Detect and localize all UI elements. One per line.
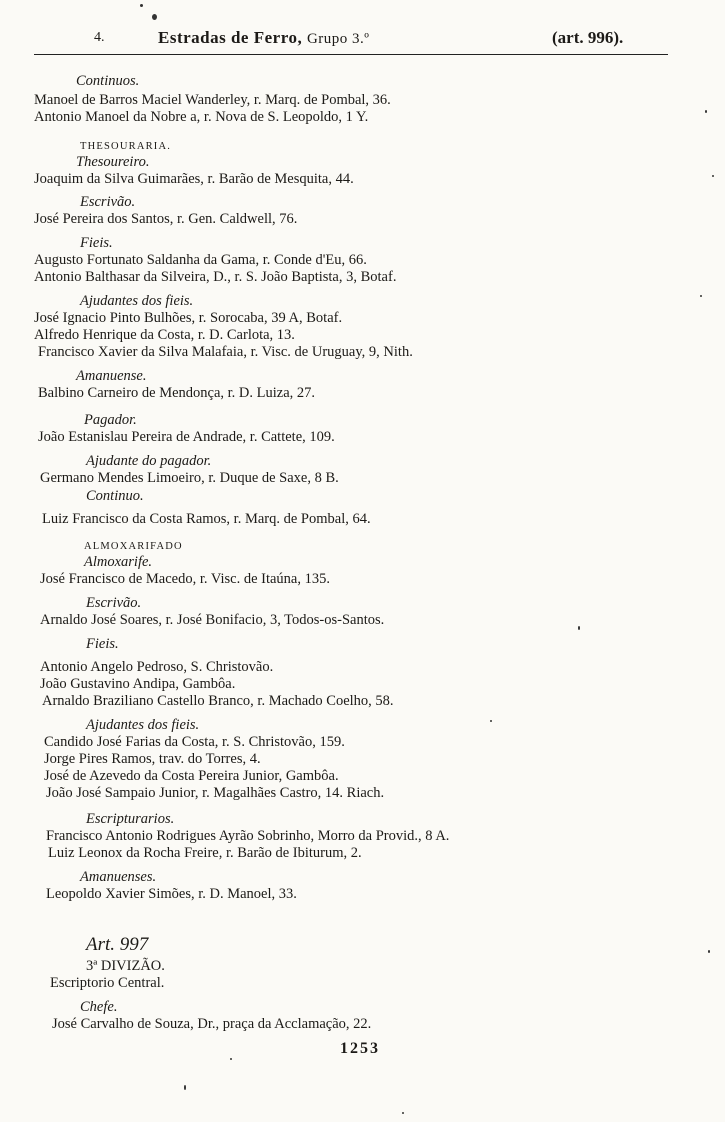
entry-line: Candido José Farias da Costa, r. S. Christovão, 159. — [44, 734, 345, 750]
entry-line: 3ª DIVIZÃO. — [86, 958, 165, 974]
article-heading: Art. 997 — [86, 934, 149, 955]
entry-line: José Pereira dos Santos, r. Gen. Caldwell, 76. — [34, 211, 298, 227]
office-title: Ajudante do pagador. — [86, 453, 212, 469]
running-head — [0, 28, 725, 52]
office-title: Ajudantes dos fieis. — [86, 717, 200, 733]
entry-line: Manoel de Barros Maciel Wanderley, r. Marq. de Pombal, 36. — [34, 92, 391, 108]
entry-line: João Estanislau Pereira de Andrade, r. Cattete, 109. — [38, 429, 335, 445]
article-reference: (art. 996). — [552, 28, 624, 47]
entry-line: Balbino Carneiro de Mendonça, r. D. Luiza, 27. — [38, 385, 316, 401]
entry-line: Arnaldo José Soares, r. José Bonifacio, 3, Todos-os-Santos. — [40, 612, 385, 628]
office-title: Fieis. — [86, 636, 119, 652]
entry-line: Antonio Angelo Pedroso, S. Christovão. — [40, 659, 274, 675]
group-label: Grupo 3.º — [306, 31, 370, 47]
section-heading: ALMOXARIFADO — [84, 541, 183, 552]
scan-speck — [140, 4, 143, 7]
entry-line: José Carvalho de Souza, Dr., praça da Acclamação, 22. — [52, 1016, 372, 1032]
page-number: 1253 — [340, 1040, 380, 1057]
office-title: Continuo. — [86, 488, 144, 504]
entry-line: Joaquim da Silva Guimarães, r. Barão de Mesquita, 44. — [34, 171, 354, 187]
entry-line: Luiz Leonox da Rocha Freire, r. Barão de Ibiturum, 2. — [48, 845, 362, 861]
scan-speck — [230, 1058, 232, 1060]
entry-line: Luiz Francisco da Costa Ramos, r. Marq. de Pombal, 64. — [42, 511, 371, 527]
entry-line: João José Sampaio Junior, r. Magalhães Castro, 14. Riach. — [46, 785, 385, 801]
office-title: Continuos. — [76, 73, 140, 89]
header-rule — [34, 54, 668, 55]
entry-line: José Ignacio Pinto Bulhões, r. Sorocaba, 39 A, Botaf. — [34, 310, 343, 326]
scan-speck — [402, 1112, 404, 1114]
entry-line: Francisco Antonio Rodrigues Ayrão Sobrinho, Morro da Provid., 8 A. — [46, 828, 450, 844]
entry-line: Germano Mendes Limoeiro, r. Duque de Saxe, 8 B. — [40, 470, 339, 486]
scan-speck — [705, 110, 707, 113]
office-title: Escrivão. — [80, 194, 136, 210]
entry-line: José Francisco de Macedo, r. Visc. de Itaúna, 135. — [40, 571, 330, 587]
entry-line: Leopoldo Xavier Simões, r. D. Manoel, 33. — [46, 886, 297, 902]
scan-speck — [712, 175, 714, 177]
scan-speck — [184, 1085, 186, 1090]
running-title-text: Estradas de Ferro, — [158, 28, 303, 47]
entry-line: Alfredo Henrique da Costa, r. D. Carlota, 13. — [34, 327, 295, 343]
office-title: Pagador. — [84, 412, 137, 428]
office-title: Amanuenses. — [80, 869, 157, 885]
entry-line: Antonio Manoel da Nobre a, r. Nova de S. Leopoldo, 1 Y. — [34, 109, 369, 125]
entry-line: Augusto Fortunato Saldanha da Gama, r. Conde d'Eu, 66. — [34, 252, 367, 268]
office-title: Escripturarios. — [86, 811, 175, 827]
running-title — [158, 28, 369, 48]
section-mark: 4. — [94, 30, 105, 45]
office-title: Almoxarife. — [84, 554, 153, 570]
office-title: Ajudantes dos fieis. — [80, 293, 194, 309]
entry-line: José de Azevedo da Costa Pereira Junior, Gambôa. — [44, 768, 339, 784]
entry-line: Jorge Pires Ramos, trav. do Torres, 4. — [44, 751, 261, 767]
scan-speck — [700, 295, 702, 297]
entry-line: Escriptorio Central. — [50, 975, 165, 991]
scan-speck — [578, 626, 580, 630]
office-title: Escrivão. — [86, 595, 142, 611]
office-title: Chefe. — [80, 999, 118, 1015]
scan-speck — [708, 950, 710, 953]
office-title: Thesoureiro. — [76, 154, 150, 170]
entry-line: Arnaldo Braziliano Castello Branco, r. Machado Coelho, 58. — [42, 693, 394, 709]
section-heading: THESOURARIA. — [80, 141, 172, 152]
entry-line: João Gustavino Andipa, Gambôa. — [40, 676, 236, 692]
entry-line: Francisco Xavier da Silva Malafaia, r. Visc. de Uruguay, 9, Nith. — [38, 344, 413, 360]
office-title: Amanuense. — [76, 368, 147, 384]
scan-speck — [152, 14, 157, 20]
entry-line: Antonio Balthasar da Silveira, D., r. S. João Baptista, 3, Botaf. — [34, 269, 397, 285]
office-title: Fieis. — [80, 235, 113, 251]
scan-speck — [490, 720, 492, 722]
